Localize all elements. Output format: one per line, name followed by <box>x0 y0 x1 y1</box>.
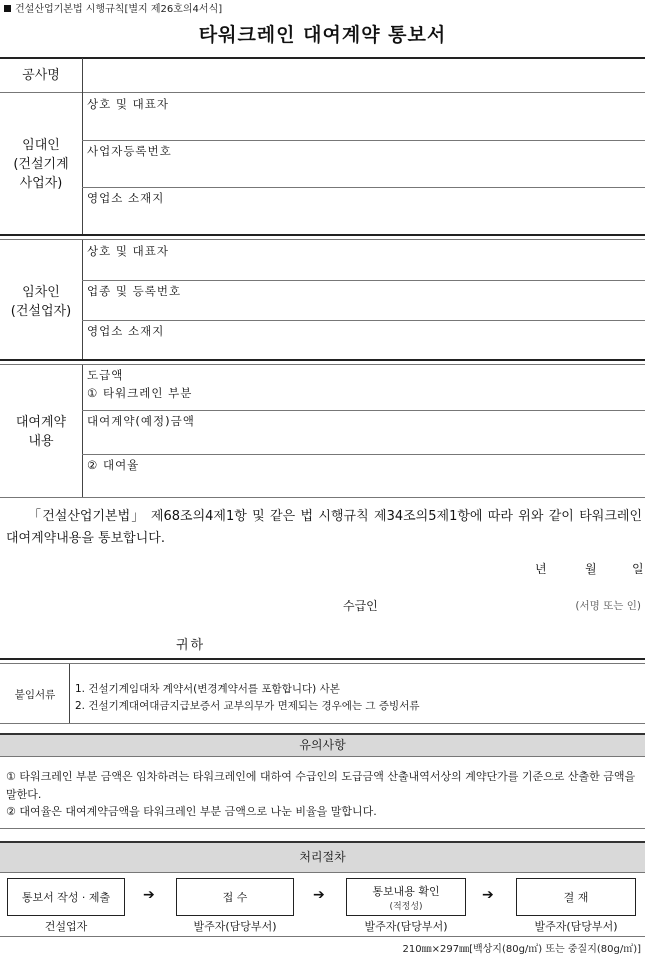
divider <box>82 187 645 188</box>
divider <box>0 936 645 937</box>
lessee-label-line: 임차인 <box>22 285 60 300</box>
divider <box>82 454 645 455</box>
note-item: ① 타워크레인 부분 금액은 임차하려는 타워크레인에 대하여 수급인의 도급금액 산출내역서상의 계약단가를 기준으로 산출한 금액을 말한다. <box>6 770 636 801</box>
column-divider <box>82 58 83 92</box>
column-divider <box>82 365 83 498</box>
month-label: 월 <box>585 562 597 576</box>
lessor-label-line: 사업자) <box>19 176 63 191</box>
step-sublabel: (적정성) <box>389 901 423 912</box>
lessor-label-line: 임대인 <box>22 138 60 153</box>
recipient-label: 수급인 <box>343 599 378 613</box>
divider <box>0 239 645 240</box>
step-label: 결 재 <box>563 891 589 904</box>
step-actor: 발주자(담당부서) <box>534 920 618 933</box>
contract-price-field[interactable]: 도급액 <box>87 368 124 382</box>
divider <box>0 234 645 236</box>
arrow-right-icon: ➔ <box>313 887 325 903</box>
law-reference-text: 건설산업기본법 시행규칙[별지 제26호의4서식] <box>15 4 223 15</box>
attachment-item: 1. 건설기계임대차 계약서(변경계약서를 포함합니다) 사본 <box>75 683 340 695</box>
procedure-step-verify <box>346 878 466 916</box>
divider <box>0 364 645 365</box>
attachments-label: 붙임서류 <box>14 689 56 701</box>
contract-label-line: 내용 <box>28 434 54 449</box>
statement-text: 「건설산업기본법」 제68조의4제1항 및 같은 법 시행규칙 제34조의5제1항에 따라 위와 같이 타워크레인 대여계약내용을 통보합니다. <box>6 509 642 546</box>
lessor-name-field[interactable]: 상호 및 대표자 <box>87 97 169 111</box>
lessee-address-field[interactable]: 영업소 소재지 <box>87 324 165 338</box>
lessor-label-line: (건설기계 <box>13 157 69 172</box>
note-item: ② 대여율은 대여계약금액을 타워크레인 부분 금액으로 나눈 비율을 말합니다. <box>6 805 377 818</box>
lessor-label <box>0 136 82 193</box>
lessee-name-field[interactable]: 상호 및 대표자 <box>87 244 169 258</box>
attachment-item: 2. 건설기계대여대금지급보증서 교부의무가 면제되는 경우에는 그 증빙서류 <box>75 700 420 712</box>
signature-note: (서명 또는 인) <box>575 600 641 612</box>
document-title: 타워크레인 대여계약 통보서 <box>198 24 447 46</box>
rental-amount-field[interactable]: 대여계약(예정)금액 <box>87 414 195 428</box>
lessee-registration-field[interactable]: 업종 및 등록번호 <box>87 284 182 298</box>
divider <box>0 359 645 361</box>
step-actor: 건설업자 <box>44 920 88 933</box>
rental-rate-field[interactable]: ② 대여율 <box>87 458 140 472</box>
step-label: 접 수 <box>222 891 248 904</box>
procedure-step-approve <box>516 878 636 916</box>
day-label: 일 <box>632 562 644 576</box>
arrow-right-icon: ➔ <box>143 887 155 903</box>
step-label: 통보서 작성 · 제출 <box>21 891 111 904</box>
year-label: 년 <box>535 562 547 576</box>
lessor-registration-field[interactable]: 사업자등록번호 <box>87 144 172 158</box>
paper-spec: 210㎜×297㎜[백상지(80g/㎡) 또는 중질지(80g/㎡)] <box>402 944 641 954</box>
addressee: 귀하 <box>176 638 206 653</box>
procedure-step-receive <box>176 878 294 916</box>
lessor-address-field[interactable]: 영업소 소재지 <box>87 191 165 205</box>
divider <box>82 140 645 141</box>
tower-crane-portion-field[interactable]: ① 타워크레인 부분 <box>87 386 193 400</box>
column-divider <box>82 92 83 235</box>
step-label: 통보내용 확인 <box>372 884 440 898</box>
step-actor: 발주자(담당부서) <box>364 920 448 933</box>
divider <box>82 410 645 411</box>
contract-label <box>0 413 82 451</box>
notes-header: 유의사항 <box>0 733 645 757</box>
procedure-step-submit <box>7 878 125 916</box>
procedure-header: 처리절차 <box>0 841 645 873</box>
lessee-label <box>0 283 82 321</box>
column-divider <box>82 240 83 360</box>
divider <box>0 658 645 660</box>
divider <box>0 92 645 93</box>
contract-label-line: 대여계약 <box>15 415 67 430</box>
arrow-right-icon: ➔ <box>482 887 494 903</box>
company-name-label: 공사명 <box>22 68 60 83</box>
divider <box>0 828 645 829</box>
divider <box>82 320 645 321</box>
law-reference <box>4 0 222 15</box>
divider <box>0 723 645 724</box>
step-actor: 발주자(담당부서) <box>193 920 277 933</box>
divider <box>0 663 645 664</box>
divider <box>82 280 645 281</box>
lessee-label-line: (건설업자) <box>10 304 72 319</box>
divider <box>0 57 645 59</box>
divider <box>0 497 645 498</box>
square-bullet-icon <box>4 5 11 12</box>
